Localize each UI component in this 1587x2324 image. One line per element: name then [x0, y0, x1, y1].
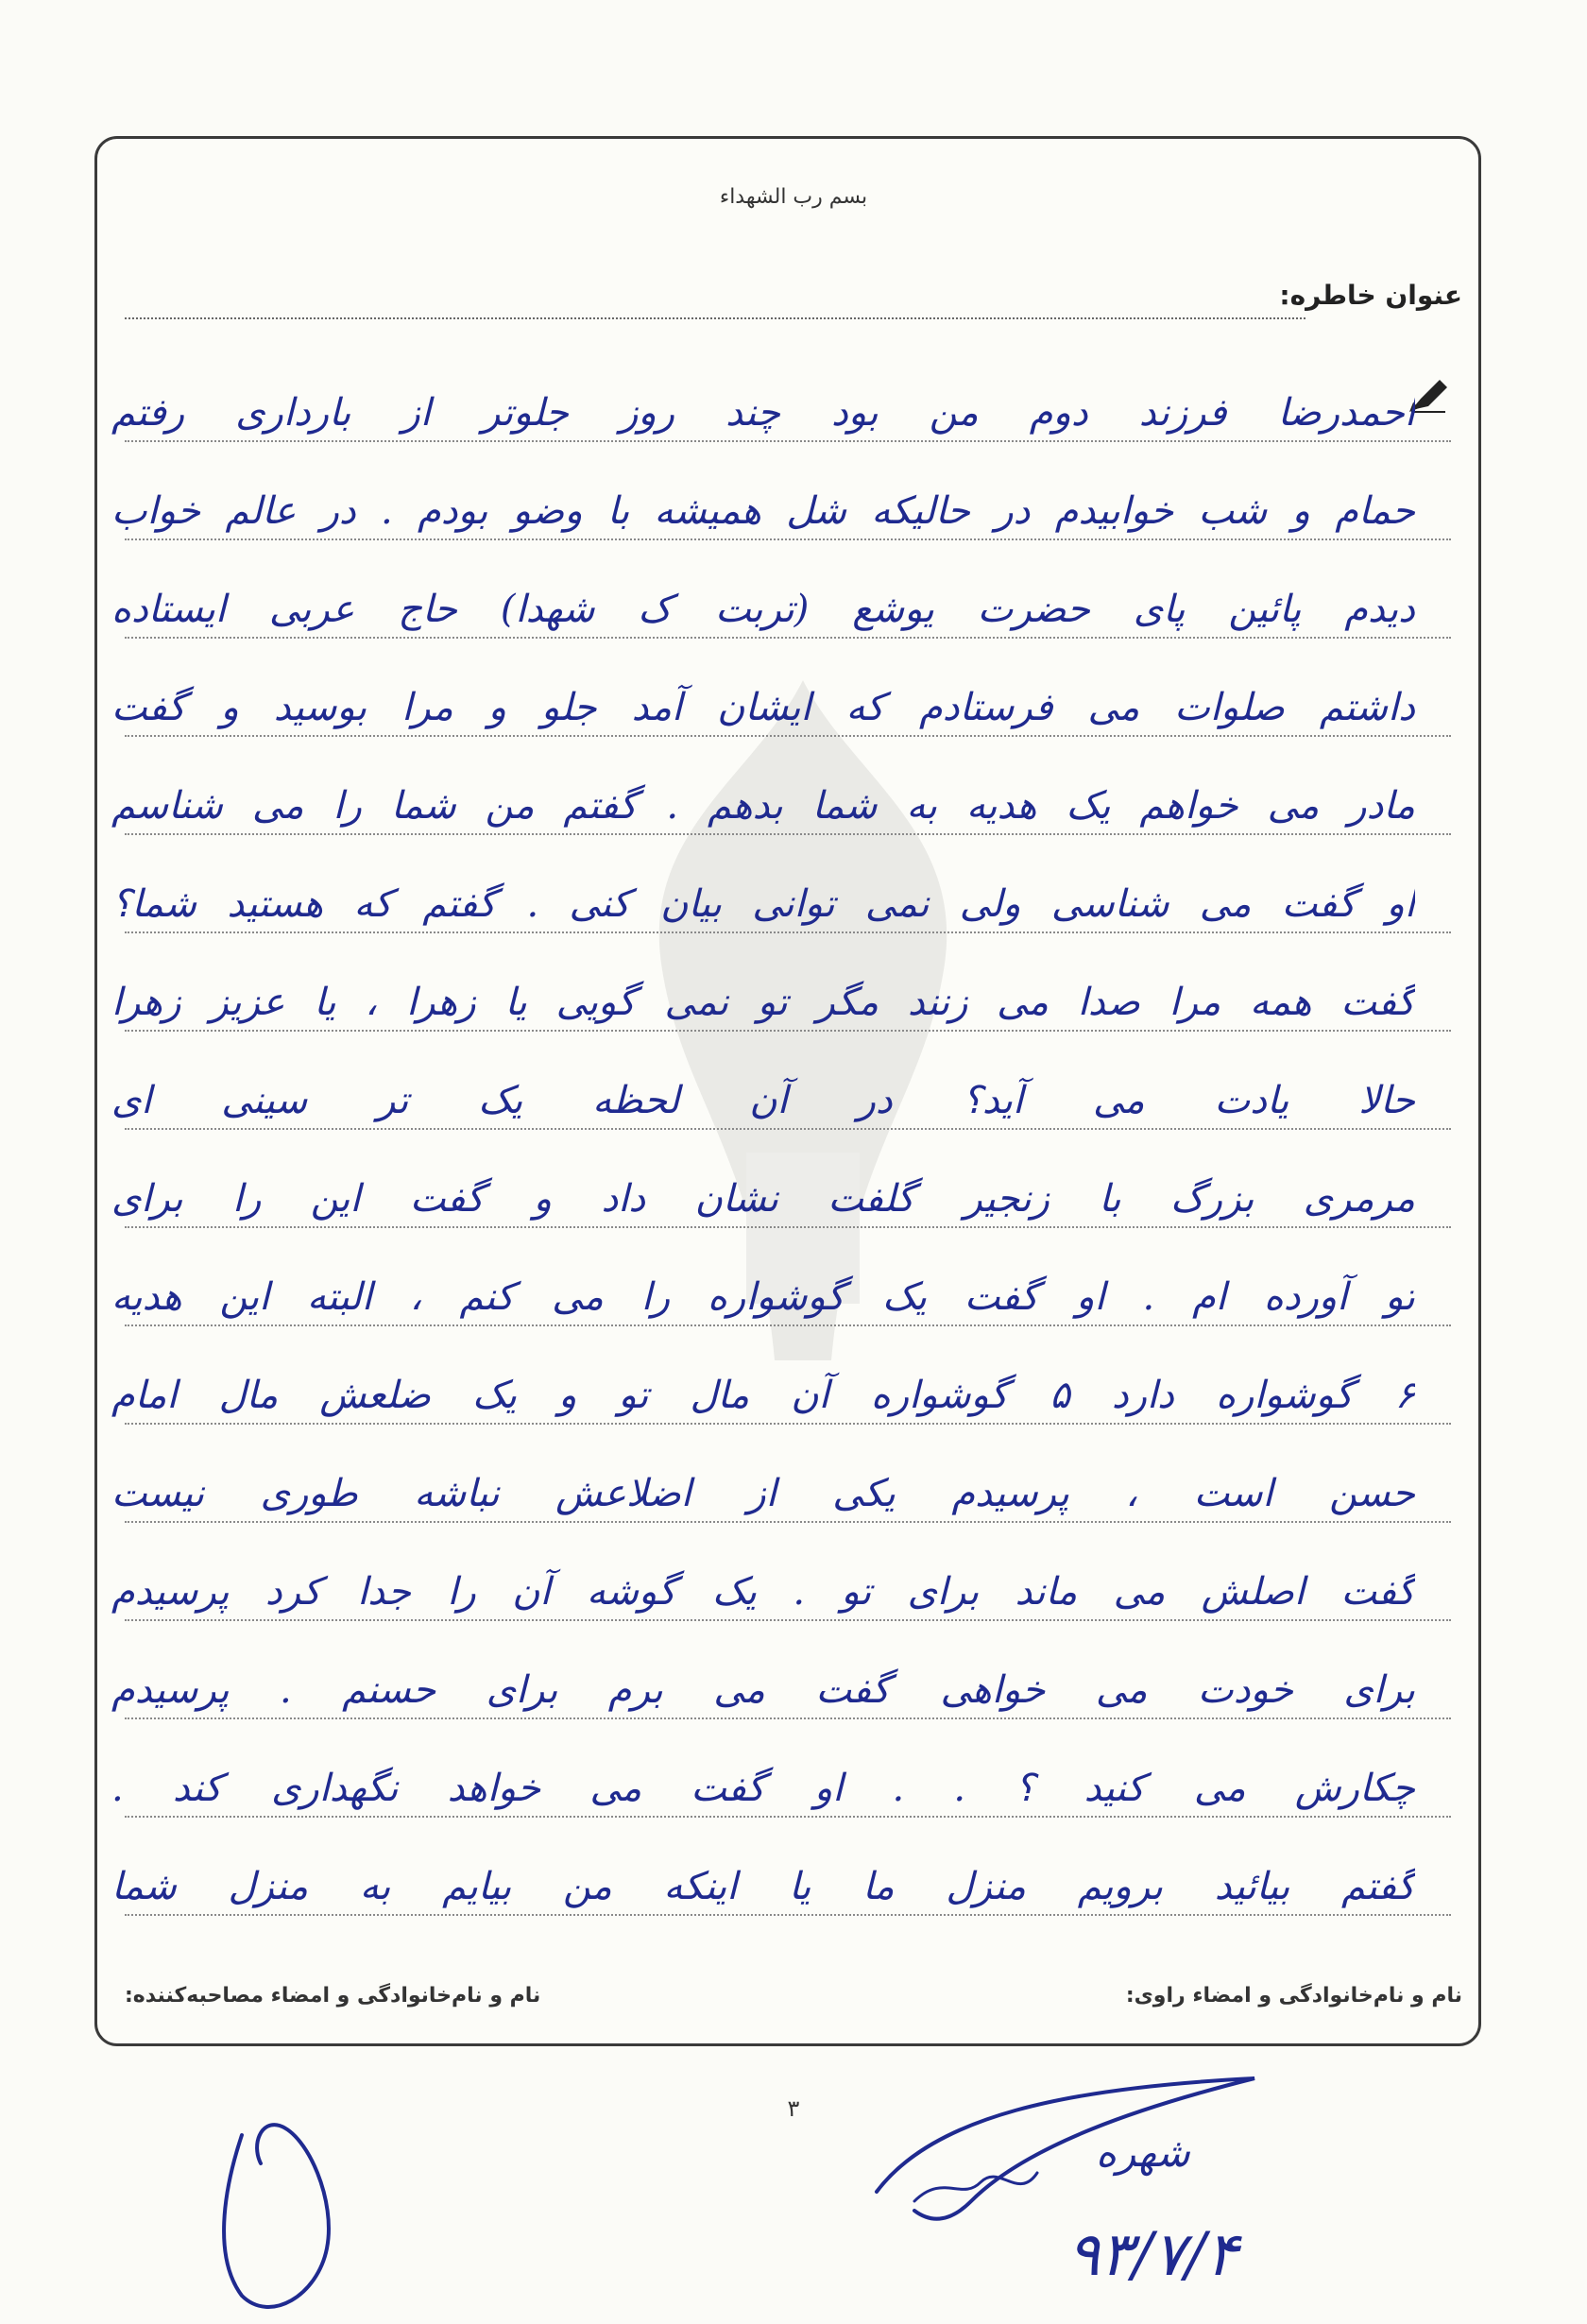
ruled-line: [125, 1914, 1451, 1916]
ruled-line: [125, 931, 1451, 933]
ruled-line: [125, 1619, 1451, 1621]
ruled-line: [125, 1030, 1451, 1032]
handwritten-line: گفت همه مرا صدا می زنند مگر تو نمی گویی یا زهرا ، یا عزیز زهرا: [111, 981, 1415, 1024]
handwritten-line: مادر می خواهم یک هدیه به شما بدهم . گفتم من شما را می شناسم: [111, 784, 1415, 828]
ruled-line: [125, 538, 1451, 540]
signature-footer: [125, 1984, 1462, 2022]
handwritten-line: حمام و شب خوابیدم در حالیکه شل همیشه با وضو بودم . در عالم خواب: [111, 489, 1415, 533]
ruled-line: [125, 1521, 1451, 1523]
handwritten-line: برای خودت می خواهی گفت می برم برای حسنم . پرسیدم: [111, 1668, 1415, 1712]
handwritten-line: دیدم پائین پای حضرت یوشع (تربت ک شهدا) حاج عربی ایستاده: [111, 588, 1415, 631]
handwritten-line: حالا یادت می آید؟ در آن لحظه یک تر سینی ای: [111, 1079, 1415, 1122]
form-header: بسم رب الشهداء: [719, 185, 868, 209]
handwritten-line: گفتم بیائید برویم منزل ما یا اینکه من بیایم به منزل شما: [111, 1865, 1415, 1908]
ruled-line: [125, 1423, 1451, 1425]
handwritten-line: ۶ گوشواره دارد ۵ گوشواره آن مال تو و یک ضلعش مال امام: [111, 1374, 1415, 1417]
ruled-line: [125, 1324, 1451, 1326]
narrator-signature: [204, 2107, 346, 2315]
ruled-line: [125, 735, 1451, 737]
handwritten-line: حسن است ، پرسیدم یکی از اضلاعش نباشه طوری نیست: [111, 1472, 1415, 1515]
handwritten-line: چکارش می کنید ؟ . . او گفت می خواهد نگهداری کند .: [111, 1767, 1415, 1810]
ruled-line: [125, 1128, 1451, 1130]
ruled-line: [125, 440, 1451, 442]
handwritten-line: گفت اصلش می ماند برای تو . یک گوشه آن را جدا کرد پرسیدم: [111, 1570, 1415, 1614]
interviewer-signature-label: نام و نام‌خانوادگی و امضاء مصاحبه‌کننده:: [125, 1984, 541, 2008]
ruled-line: [125, 833, 1451, 835]
handwritten-line: او گفت می شناسی ولی نمی توانی بیان کنی . گفتم که هستید شما؟: [111, 882, 1415, 926]
handwritten-line: تو آورده ام . او گفت یک گوشواره را می کنم ، البته این هدیه: [111, 1275, 1415, 1319]
signature-date: ۹۳/۷/۴: [1067, 2220, 1238, 2290]
ruled-line: [125, 637, 1451, 639]
title-label: عنوان خاطره:: [1279, 280, 1462, 311]
page-number: ۳: [787, 2095, 800, 2122]
ruled-line: [125, 1717, 1451, 1719]
ruled-line: [125, 1816, 1451, 1818]
signature-name: شهره: [1096, 2129, 1190, 2176]
ruled-line: [125, 1226, 1451, 1228]
handwritten-line: مرمری بزرگ با زنجیر گلفت نشان داد و گفت این را برای: [111, 1177, 1415, 1221]
handwritten-line: داشتم صلوات می فرستادم که ایشان آمد جلو و مرا بوسید و گفت: [111, 686, 1415, 729]
narrator-signature-label: نام و نام‌خانوادگی و امضاء راوی:: [1125, 1984, 1462, 2008]
handwritten-line: احمدرضا فرزند دوم من بود چند روز جلوتر از بارداری رفتم: [111, 391, 1415, 435]
